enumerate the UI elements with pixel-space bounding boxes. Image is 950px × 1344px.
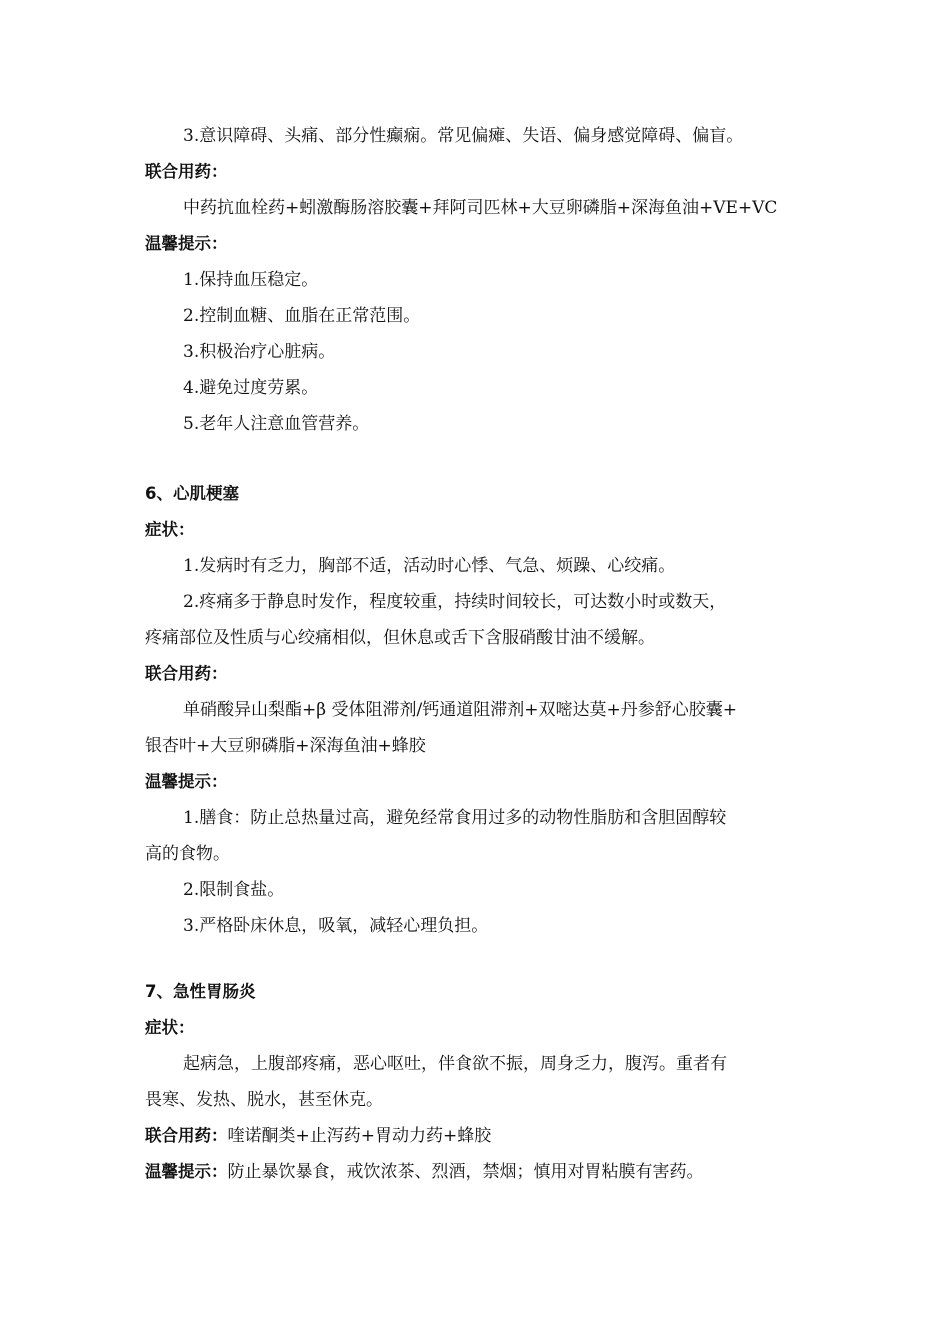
s7-combo-label: 联合用药： — [145, 1126, 228, 1145]
s7-tips: 防止暴饮暴食，戒饮浓茶、烈酒，禁烟；慎用对胃粘膜有害药。 — [227, 1162, 704, 1182]
section-spacer — [145, 442, 815, 476]
document-page — [145, 118, 815, 1190]
s6-tip-1a: 1.膳食：防止总热量过高，避免经常食用过多的动物性脂肪和含胆固醇较 — [183, 808, 727, 828]
s5-symptom-3: 3.意识障碍、头痛、部分性癫痫。常见偏瘫、失语、偏身感觉障碍、偏盲。 — [183, 126, 744, 146]
s6-symptom-1: 1.发病时有乏力，胸部不适，活动时心悸、气急、烦躁、心绞痛。 — [183, 556, 676, 576]
s7-combo-line — [145, 1118, 815, 1154]
s7-symptom-label: 症状： — [145, 1018, 195, 1037]
s6-tip-2: 2.限制食盐。 — [183, 880, 285, 900]
s5-tips-label: 温馨提示： — [145, 234, 228, 253]
s5-combo-label: 联合用药： — [145, 162, 228, 181]
s7-symptom-a: 起病急，上腹部疼痛，恶心呕吐，伴食欲不振，周身乏力，腹泻。重者有 — [183, 1054, 727, 1074]
s5-tip-3: 3.积极治疗心脏病。 — [183, 342, 336, 362]
s5-tip-5: 5.老年人注意血管营养。 — [183, 414, 370, 434]
s5-tip-2: 2.控制血糖、血脂在正常范围。 — [183, 306, 421, 326]
s7-combo: 喹诺酮类+止泻药+胃动力药+蜂胶 — [227, 1126, 492, 1146]
s6-tips-label: 温馨提示： — [145, 772, 228, 791]
s7-heading: 7、急性胃肠炎 — [145, 982, 256, 1001]
s7-symptom-b: 畏寒、发热、脱水，甚至休克。 — [145, 1090, 383, 1110]
s6-heading: 6、心肌梗塞 — [145, 484, 239, 503]
s6-tip-3: 3.严格卧床休息，吸氧，减轻心理负担。 — [183, 916, 489, 936]
s6-combo-b: 银杏叶+大豆卵磷脂+深海鱼油+蜂胶 — [145, 736, 426, 756]
s5-tip-4: 4.避免过度劳累。 — [183, 378, 319, 398]
s6-symptom-2a: 2.疼痛多于静息时发作，程度较重，持续时间较长，可达数小时或数天， — [183, 592, 727, 612]
s6-symptom-label: 症状： — [145, 520, 195, 539]
s6-combo-a: 单硝酸异山梨酯+β 受体阻滞剂/钙通道阻滞剂+双嘧达莫+丹参舒心胶囊+ — [183, 700, 737, 720]
s6-tip-1b: 高的食物。 — [145, 844, 230, 864]
s6-symptom-2b: 疼痛部位及性质与心绞痛相似，但休息或舌下含服硝酸甘油不缓解。 — [145, 628, 655, 648]
s6-combo-label: 联合用药： — [145, 664, 228, 683]
s7-tips-line — [145, 1154, 815, 1190]
s5-combo: 中药抗血栓药+蚓激酶肠溶胶囊+拜阿司匹林+大豆卵磷脂+深海鱼油+VE+VC — [183, 198, 778, 218]
section-spacer — [145, 944, 815, 974]
s5-tip-1: 1.保持血压稳定。 — [183, 270, 319, 290]
s7-tips-label: 温馨提示： — [145, 1162, 228, 1181]
